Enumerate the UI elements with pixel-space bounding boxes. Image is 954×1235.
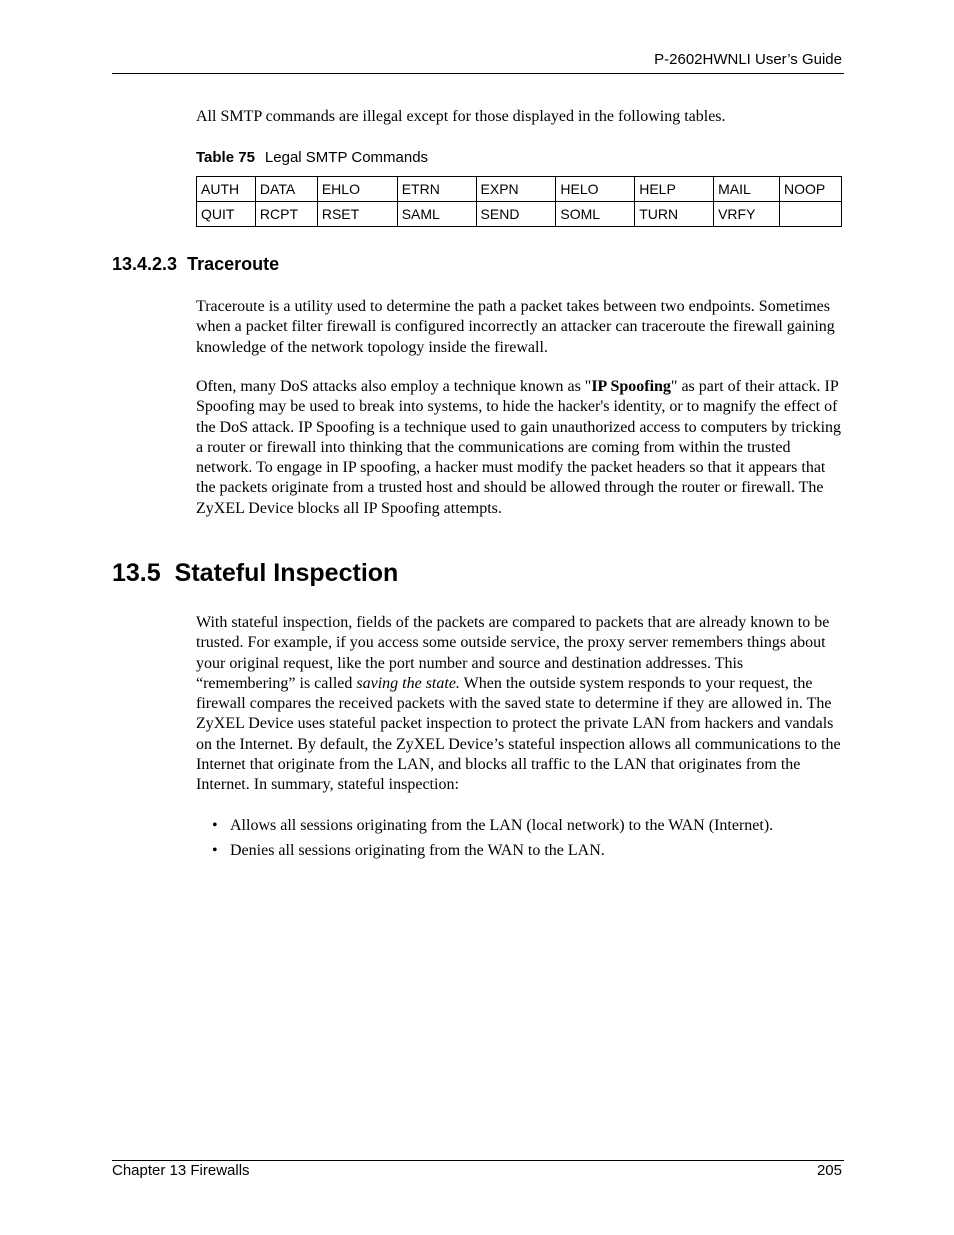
bullet-icon: • (212, 842, 218, 859)
traceroute-heading-number: 13.4.2.3 (112, 254, 178, 274)
table-cell: MAIL (714, 177, 780, 202)
footer-page-number: 205 (816, 1162, 842, 1179)
paragraph-text: When the outside system responds to your request, the firewall compares the received packets with the saved state to determine if they are allowed in. The ZyXEL Device uses stateful packet inspection to protect the private LAN from hackers and vandals on the Internet. By default, the ZyXEL Device’s stateful inspection allows all communications to the Internet that originate from the LAN, and blocks all traffic to the LAN that originates from the Internet. In summary, stateful inspection: (196, 674, 841, 794)
table-row (197, 177, 842, 202)
bullet-icon: • (212, 817, 218, 834)
list-item (212, 841, 773, 861)
table-cell: NOOP (780, 177, 842, 202)
table-cell: RCPT (255, 202, 317, 227)
table-cell: DATA (255, 177, 317, 202)
footer-rule (112, 1160, 844, 1161)
stateful-inspection-paragraph (196, 613, 844, 796)
table-caption (196, 149, 428, 166)
table-cell: QUIT (197, 202, 256, 227)
table-cell: SAML (397, 202, 476, 227)
list-item-text: Allows all sessions originating from the LAN (local network) to the WAN (Internet). (230, 817, 774, 834)
table-cell: VRFY (714, 202, 780, 227)
table-cell: RSET (317, 202, 397, 227)
intro-paragraph: All SMTP commands are illegal except for those displayed in the following tables. (196, 108, 726, 125)
section-heading-title: Stateful Inspection (174, 559, 399, 587)
footer-chapter: Chapter 13 Firewalls (112, 1162, 250, 1179)
table-caption-number: Table 75 (196, 149, 255, 166)
table-row (197, 202, 842, 227)
traceroute-heading-title: Traceroute (187, 254, 280, 274)
bullet-list (212, 816, 773, 866)
paragraph-text: Often, many DoS attacks also employ a technique known as " (196, 378, 592, 395)
saving-the-state-term: saving the state. (356, 674, 460, 692)
paragraph-text: " as part of their attack. IP Spoofing may be used to break into systems, to hide the hacker's identity, or to magnify the effect of the DoS attack. IP Spoofing is a technique used to gain unauthorized access to computers by tricking a router or firewall into thinking that the communications are coming from within the trusted network. To engage in IP spoofing, a hacker must modify the packet headers so that it appears that the packets originate from a trusted host and should be allowed through the router or firewall. The ZyXEL Device blocks all IP Spoofing attempts. (196, 378, 842, 517)
table-cell: ETRN (397, 177, 476, 202)
table-cell: AUTH (197, 177, 256, 202)
traceroute-paragraph-2 (196, 377, 844, 519)
table-cell (780, 202, 842, 227)
list-item (212, 816, 773, 836)
table-cell: TURN (635, 202, 714, 227)
table-cell: HELP (635, 177, 714, 202)
header-title: P-2602HWNLI User’s Guide (654, 51, 842, 68)
table-cell: EHLO (317, 177, 397, 202)
table-caption-title: Legal SMTP Commands (264, 149, 429, 166)
section-heading-number: 13.5 (112, 559, 161, 587)
table-cell: SEND (476, 202, 556, 227)
header-rule (112, 73, 844, 74)
traceroute-heading (112, 254, 279, 275)
table-cell: EXPN (476, 177, 556, 202)
paragraph-text: With stateful inspection, fields of the packets are compared to packets that are already known to be trusted. For example, if you access some outside service, the proxy server remembers things about your original request, like the port number and source and destination addresses. This “remembering” is called (196, 614, 830, 692)
table-cell: HELO (556, 177, 635, 202)
smtp-commands-table (196, 176, 842, 227)
traceroute-paragraph-1: Traceroute is a utility used to determine the path a packet takes between two endpoints. Sometimes when a packet filter firewall is configured incorrectly an attacker can traceroute the firewall gaining knowledge of the network topology inside the firewall. (196, 298, 835, 356)
ip-spoofing-term: IP Spoofing (591, 378, 671, 395)
list-item-text: Denies all sessions originating from the WAN to the LAN. (230, 842, 605, 859)
section-heading (112, 559, 398, 588)
table-cell: SOML (556, 202, 635, 227)
